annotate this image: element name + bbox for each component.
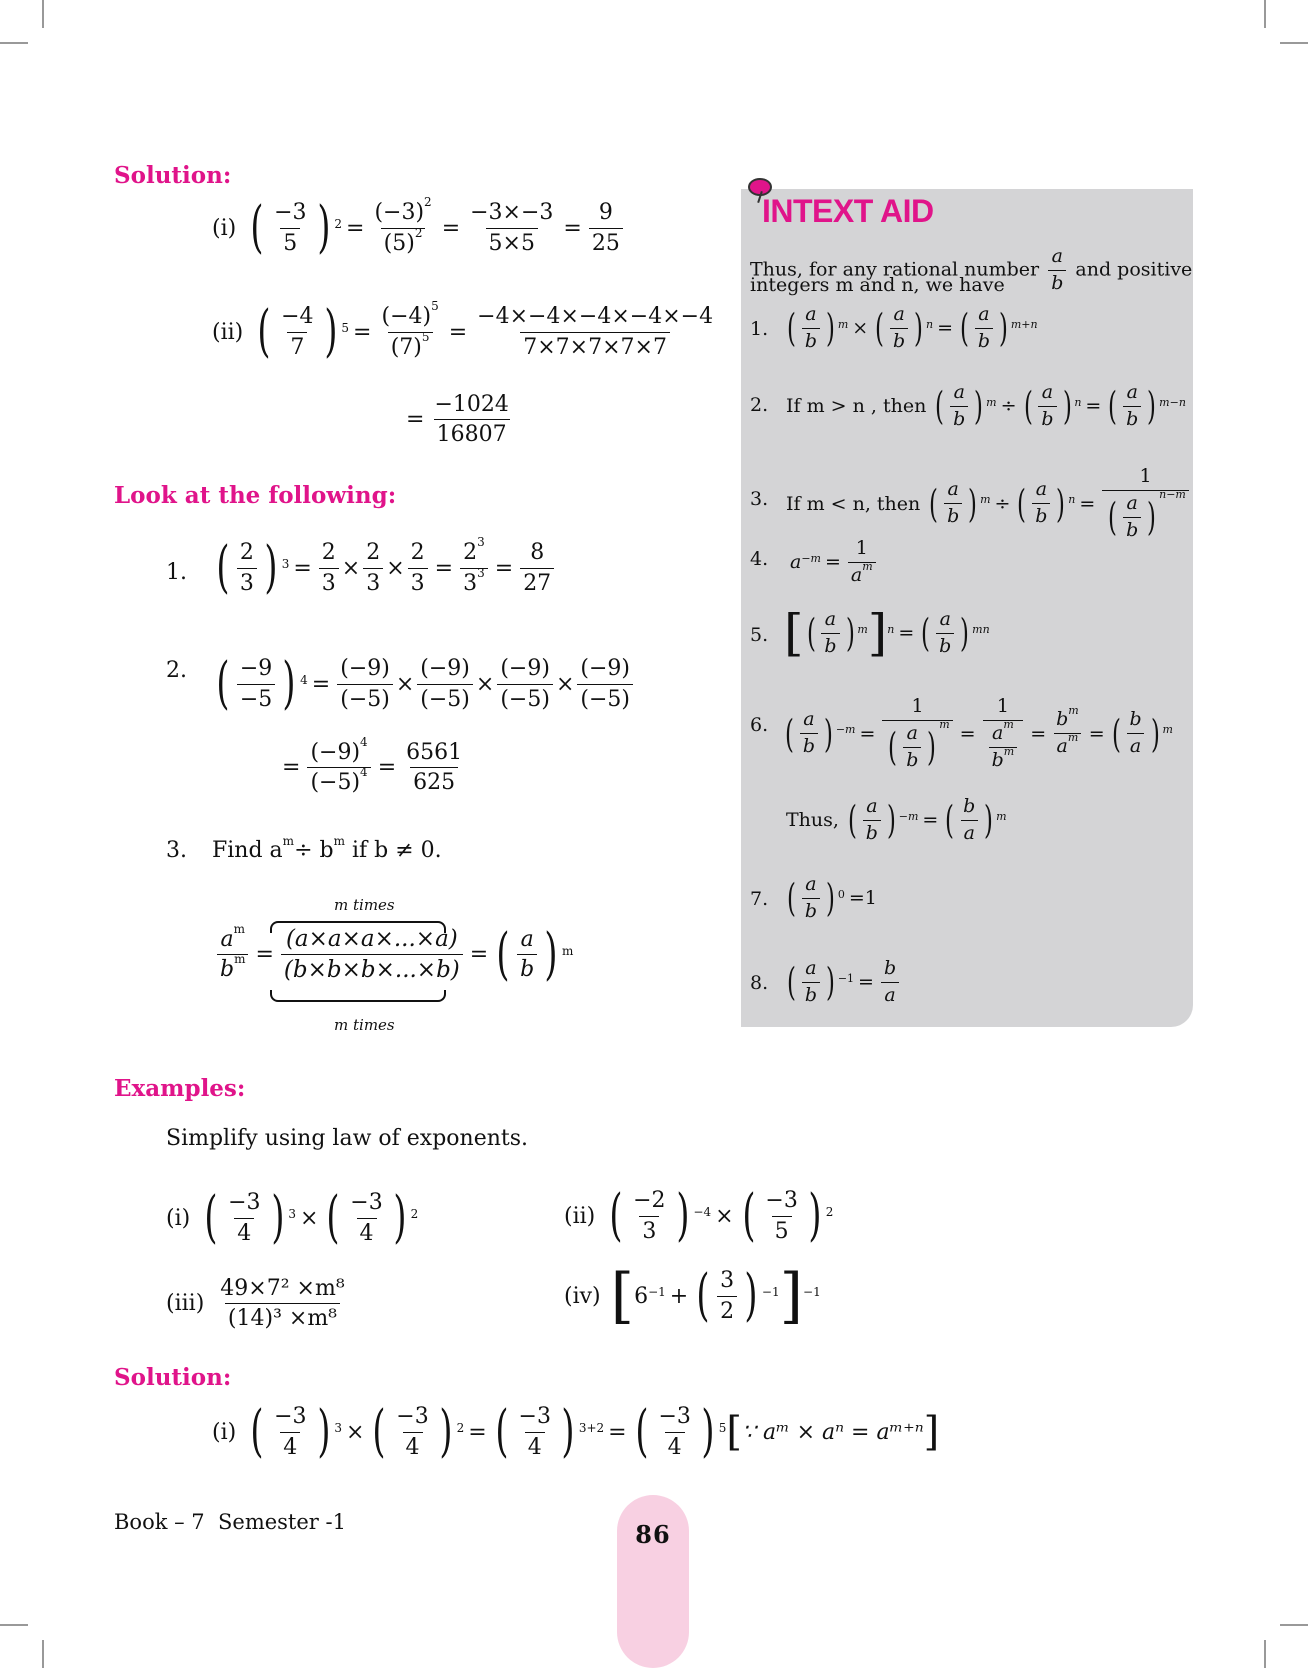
exponent: 2 (414, 225, 423, 240)
footer-semester: Semester -1 (218, 1510, 346, 1534)
exponent: 4 (360, 765, 368, 780)
look-item-1: ( $\frac{2}{3}$ ) $^3$ = $\frac{2}{3}$ × $\frac{2}{3}$ × $\frac{2}{3}$ = $\frac{2^3}{3^3}$ = $\frac{8}{27}$ (212, 540, 557, 596)
statement: Find a (212, 838, 283, 863)
numerator: −3 (658, 1404, 691, 1430)
aid-rule-number: 7. (750, 888, 769, 910)
result: =1 (848, 887, 877, 910)
solution-1-i: (i) ( $\frac{-3}{5}$ ) $^2$ = $\frac{(-3)^2}{(5)^2}$ = $\frac{-3\times-3}{5\times 5}$ = $\frac{9}{25}$ (212, 200, 626, 256)
exponent: 4 (360, 735, 368, 749)
aid-rule-number: 2. (750, 394, 769, 416)
denominator: (7) (390, 334, 422, 360)
item-label: (i) (212, 1419, 237, 1445)
look-item-number: 3. (166, 838, 187, 863)
aid-rule-4: a $^{-m}$ = $\frac{1}{a^m}$ (790, 538, 879, 587)
denominator: 4 (357, 1218, 377, 1246)
aid-intro-line-2: integers m and n, we have (750, 274, 1005, 296)
crop-mark (42, 1640, 44, 1668)
look-item-3-equation: $\frac{a^m}{b^m}$ = $\frac{(a\times a\times a\times...\times a)}{(b\times b\times b\times...\times b)}$ = ( $\frac{a}{b}$ ) $^m$ (214, 926, 573, 984)
solution-heading: Solution: (114, 162, 232, 189)
numerator: −4 (281, 304, 314, 330)
exponent: 3 (281, 557, 290, 571)
denominator: 4 (280, 1432, 300, 1460)
item-label: (i) (166, 1205, 191, 1231)
item-label: (iii) (166, 1291, 205, 1317)
statement: ÷ b (294, 838, 334, 863)
footer-book: Book – 7 (114, 1510, 205, 1534)
reason: ∵ aᵐ × aⁿ = aᵐ⁺ⁿ (742, 1419, 924, 1445)
exponent: 3+2 (578, 1421, 605, 1435)
numerator: a (1051, 245, 1063, 267)
aid-rule-3: If m < n, then ( $\frac{a}{b}$ ) $^m$ ÷ ( $\frac{a}{b}$ ) $^n$ = 1 ( $\frac{a}{b}$ )$^{n-m}$ (786, 466, 1192, 542)
numerator: 3 (720, 1268, 735, 1294)
denominator: (5) (383, 230, 415, 256)
example-ii: (ii) ( $\frac{-2}{3}$ ) $^{-4}$ × ( $\frac{-3}{5}$ ) $^2$ (564, 1183, 834, 1248)
numerator: −3 (228, 1190, 261, 1216)
aid-rule-number: 1. (750, 318, 769, 340)
numerator: 2 (463, 540, 478, 566)
examples-heading: Examples: (114, 1075, 246, 1102)
denominator: 5×5 (486, 228, 538, 256)
numerator: −3×−3 (470, 200, 554, 226)
aid-rule-1: ( $\frac{a}{b}$ ) $^m$ × ( $\frac{a}{b}$ ) $^n$ = ( $\frac{a}{b}$ ) $^{m+n}$ (786, 303, 1038, 352)
exponent: −1 (803, 1285, 821, 1299)
denominator: 3 (639, 1216, 659, 1244)
look-item-2: ( $\frac{-9}{-5}$ ) $^4$ = $\frac{(-9)}{(-5)}$ × $\frac{(-9)}{(-5)}$ × $\frac{(-9)}{(-5)}$ × $\frac{(-9)}{(-5)}$ (212, 656, 636, 712)
exponent: 2 (456, 1421, 465, 1435)
denominator: 5 (772, 1216, 792, 1244)
numerator: −1024 (434, 392, 509, 417)
exponent: 5 (341, 321, 350, 335)
example-i: (i) ( $\frac{-3}{4}$ ) $^3$ × ( $\frac{-3}{4}$ ) $^2$ (166, 1185, 419, 1250)
page-number: 86 (635, 1520, 671, 1549)
denominator: (b×b×b×...×b) (281, 954, 463, 983)
denominator: 4 (234, 1218, 254, 1246)
solution-heading: Solution: (114, 1364, 232, 1391)
aid-rule-5: [ ( $\frac{a}{b}$ ) $^m$ ] $^n$ = ( $\frac{a}{b}$ ) $^{mn}$ (784, 604, 990, 662)
exponent: 3 (334, 1421, 342, 1435)
denominator: 625 (410, 767, 458, 795)
numerator: 2 (410, 540, 425, 566)
crop-mark (1280, 42, 1308, 44)
exponent: 2 (334, 217, 342, 231)
crop-mark (1280, 1624, 1308, 1626)
denominator: (−5) (577, 684, 633, 712)
aid-rule-7: ( $\frac{a}{b}$ ) $^0$ =1 (786, 873, 877, 922)
denominator: (−5) (417, 684, 473, 712)
crop-mark (1264, 0, 1266, 28)
exponent: −4 (693, 1205, 712, 1219)
look-item-number: 1. (166, 560, 187, 585)
denominator: 3 (363, 568, 383, 596)
aid-rule-8: ( $\frac{a}{b}$ ) $^{-1}$ = $\frac{b}{a}$ (784, 958, 902, 1007)
aid-rule-number: 6. (750, 714, 769, 736)
denominator: 3 (319, 568, 339, 596)
item-label: (iv) (564, 1283, 601, 1309)
solution-2-i: (i) ( $\frac{-3}{4}$ ) $^3$ × ( $\frac{-3}{4}$ ) $^2$ = ( $\frac{-3}{4}$ ) $^{3+2}$ = ( $\frac{-3}{4}$ ) $^5$ [ ∵ aᵐ × aⁿ = aᵐ⁺ⁿ ] (212, 1399, 940, 1464)
aid-rule-number: 8. (750, 972, 769, 994)
numerator: (−4) (381, 304, 432, 330)
look-item-3-text: Find $a^m\div b^m$ if b ≠ 0. (212, 834, 442, 863)
aid-rule-number: 5. (750, 624, 769, 646)
denominator: 4 (525, 1432, 545, 1460)
numerator: 1 (911, 695, 924, 717)
numerator: −3 (765, 1188, 798, 1214)
exponent: 3 (477, 565, 485, 580)
exponent: −1 (761, 1285, 780, 1299)
numerator: 49×7² ×m⁸ (220, 1276, 345, 1301)
intro-text: Thus, for any rational number (750, 258, 1040, 281)
denominator: (−5) (497, 684, 553, 712)
numerator: 2 (239, 540, 254, 566)
numerator: −9 (239, 656, 273, 682)
exponent: 2 (825, 1205, 834, 1219)
exponent: 3 (288, 1207, 296, 1221)
example-iii (166, 1276, 351, 1332)
denominator: 3 (463, 570, 478, 596)
denominator: (−5) (310, 770, 361, 796)
numerator: 2 (321, 540, 336, 566)
numerator: −3 (396, 1404, 429, 1430)
denominator: 3 (237, 568, 257, 596)
underbrace (270, 990, 446, 1002)
look-item-number: 2. (166, 658, 187, 683)
condition: If m < n, then (786, 492, 921, 515)
numerator: −2 (633, 1188, 666, 1214)
numerator: (−3) (374, 200, 425, 226)
numerator: (−9) (420, 656, 470, 682)
examples-instruction: Simplify using law of exponents. (166, 1126, 529, 1151)
solution-1-ii-result: = $\frac{-1024}{16807}$ (402, 392, 515, 448)
numerator: (−9) (340, 656, 390, 682)
variable: b (804, 899, 817, 922)
variable: a (805, 873, 817, 895)
numerator: −3 (518, 1404, 551, 1430)
m-times-label: m times (334, 896, 395, 914)
exponent: 3 (477, 535, 485, 550)
numerator: 1 (855, 537, 868, 559)
exponent: 5 (718, 1421, 727, 1435)
crop-mark (0, 42, 28, 44)
denominator: (−5) (337, 684, 393, 712)
denominator: 4 (665, 1432, 685, 1460)
numerator: −3 (274, 200, 307, 226)
denominator: 2 (717, 1296, 737, 1324)
item-label: (i) (212, 215, 237, 241)
item-label: (ii) (564, 1203, 596, 1229)
exponent: −1 (648, 1285, 666, 1299)
denominator: 27 (520, 568, 554, 596)
example-iv: (iv) [ 6 $^{-1}$ + ( $\frac{3}{2}$ ) $^{-1}$ ] $^{-1}$ (564, 1261, 821, 1331)
aid-rule-number: 3. (750, 488, 769, 510)
numerator: 1 (1139, 465, 1152, 487)
numerator: (−9) (500, 656, 550, 682)
aid-rule-number: 4. (750, 548, 769, 570)
numerator: (−9) (310, 740, 361, 765)
numerator: −3 (350, 1190, 383, 1216)
item-label: (ii) (212, 319, 244, 345)
intext-aid-title: INTEXT AID (762, 193, 934, 229)
intro-text: and positive (1075, 258, 1193, 281)
denominator: 3 (408, 568, 428, 596)
numerator: 2 (366, 540, 381, 566)
crop-mark (1264, 1640, 1266, 1668)
denominator: −5 (237, 684, 275, 712)
aid-rule-6: ( $\frac{a}{b}$ ) $^{-m}$ = 1 ( $\frac{a}{b}$ )$^m$ = $\frac{1}{\frac{a^m}{b^m}}$ = $\frac{b^m}{a^m}$ = ( $\frac{b}{a}$ ) $^m$ (784, 695, 1173, 771)
look-heading: Look at the following: (114, 482, 397, 509)
numerator: 6561 (406, 740, 463, 765)
statement: if b ≠ 0. (344, 838, 442, 863)
denominator: 16807 (434, 419, 510, 447)
numerator: 1 (996, 695, 1009, 717)
solution-1-ii: (ii) ( $\frac{-4}{7}$ ) $^5$ = $\frac{(-4)^5}{(7)^5}$ = $\frac{-4\times-4\times-4\times-4\times-4}{7\times 7\times 7\times 7\times 7}$ (212, 304, 719, 360)
exponent: 2 (410, 1207, 419, 1221)
numerator: −3 (274, 1404, 307, 1430)
denominator: 4 (403, 1432, 423, 1460)
m-times-label: m times (334, 1016, 395, 1034)
look-item-2-result: = $\frac{(-9)^4}{(-5)^4}$ = $\frac{6561}{625}$ (278, 740, 468, 796)
denominator: 25 (589, 228, 623, 256)
denominator: (14)³ ×m⁸ (225, 1303, 340, 1331)
thus-label: Thus, (786, 809, 839, 832)
exponent: 5 (431, 299, 439, 314)
exponent: 4 (300, 673, 308, 687)
denominator: 7 (287, 332, 307, 360)
numerator: −4×−4×−4×−4×−4 (477, 304, 714, 330)
base: 6 (634, 1283, 649, 1309)
crop-mark (0, 1624, 28, 1626)
numerator: (a×a×a×...×a) (285, 926, 458, 952)
numerator: 8 (530, 540, 545, 566)
crop-mark (42, 0, 44, 28)
denominator: b (1048, 270, 1066, 295)
denominator: 5 (280, 228, 300, 256)
aid-thus: Thus, ( $\frac{a}{b}$ ) $^{-m}$ = ( $\frac{b}{a}$ ) $^m$ (786, 795, 1007, 844)
numerator: (−9) (580, 656, 630, 682)
condition: If m > n , then (786, 395, 927, 418)
numerator: 9 (598, 200, 613, 226)
denominator: 7×7×7×7×7 (520, 332, 670, 360)
exponent: 2 (424, 195, 432, 210)
aid-rule-2: If m > n , then ( $\frac{a}{b}$ ) $^m$ ÷ ( $\frac{a}{b}$ ) $^n$ = ( $\frac{a}{b}$ ) $^{m-n}$ (786, 381, 1186, 430)
exponent: 5 (421, 329, 430, 344)
